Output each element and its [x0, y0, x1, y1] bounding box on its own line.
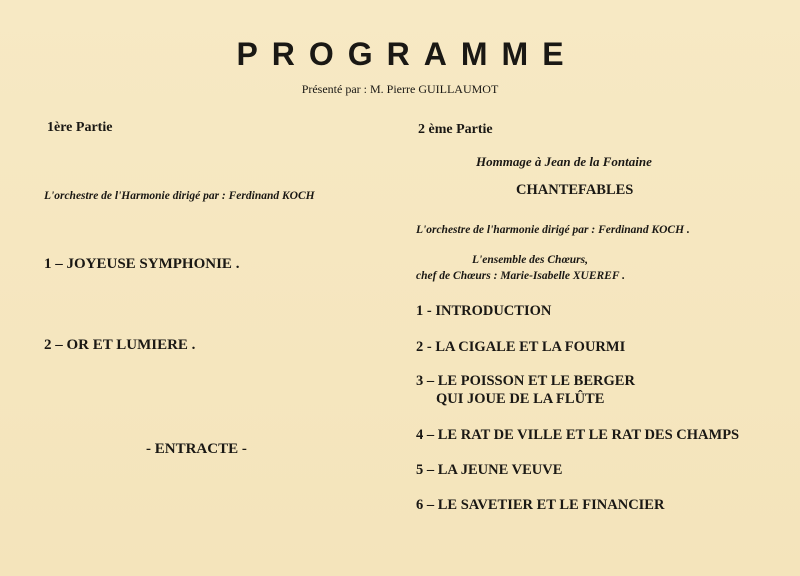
presenter-line: Présenté par : M. Pierre GUILLAUMOT — [301, 82, 499, 96]
part2-item-1: 1 - INTRODUCTION — [416, 303, 552, 319]
part2-orchestra: L'orchestre de l'harmonie dirigé par : Ferdinand KOCH . — [416, 224, 690, 236]
part2-subtitle: CHANTEFABLES — [516, 182, 634, 198]
part1-heading: 1ère Partie — [47, 120, 113, 135]
part2-choir-line1: L'ensemble des Chœurs, — [472, 254, 588, 266]
part2-item-5: 5 – LA JEUNE VEUVE — [416, 462, 563, 478]
part2-item-4: 4 – LE RAT DE VILLE ET LE RAT DES CHAMPS — [416, 427, 740, 443]
intermission: - ENTRACTE - — [146, 441, 247, 457]
part2-item-3-continued: QUI JOUE DE LA FLÛTE — [436, 391, 605, 407]
part2-item-6: 6 – LE SAVETIER ET LE FINANCIER — [416, 497, 665, 513]
part2-heading: 2 ème Partie — [418, 122, 493, 137]
part1-item-2: 2 – OR ET LUMIERE . — [44, 337, 196, 353]
page-title: PROGRAMME — [236, 36, 578, 72]
part2-hommage: Hommage à Jean de la Fontaine — [476, 154, 652, 169]
part1-orchestra: L'orchestre de l'Harmonie dirigé par : Ferdinand KOCH — [44, 190, 315, 202]
part2-item-2: 2 - LA CIGALE ET LA FOURMI — [416, 339, 626, 355]
part2-item-3: 3 – LE POISSON ET LE BERGER — [416, 373, 635, 389]
part1-item-1: 1 – JOYEUSE SYMPHONIE . — [44, 256, 240, 272]
part2-choir-line2: chef de Chœurs : Marie-Isabelle XUEREF . — [416, 270, 626, 282]
